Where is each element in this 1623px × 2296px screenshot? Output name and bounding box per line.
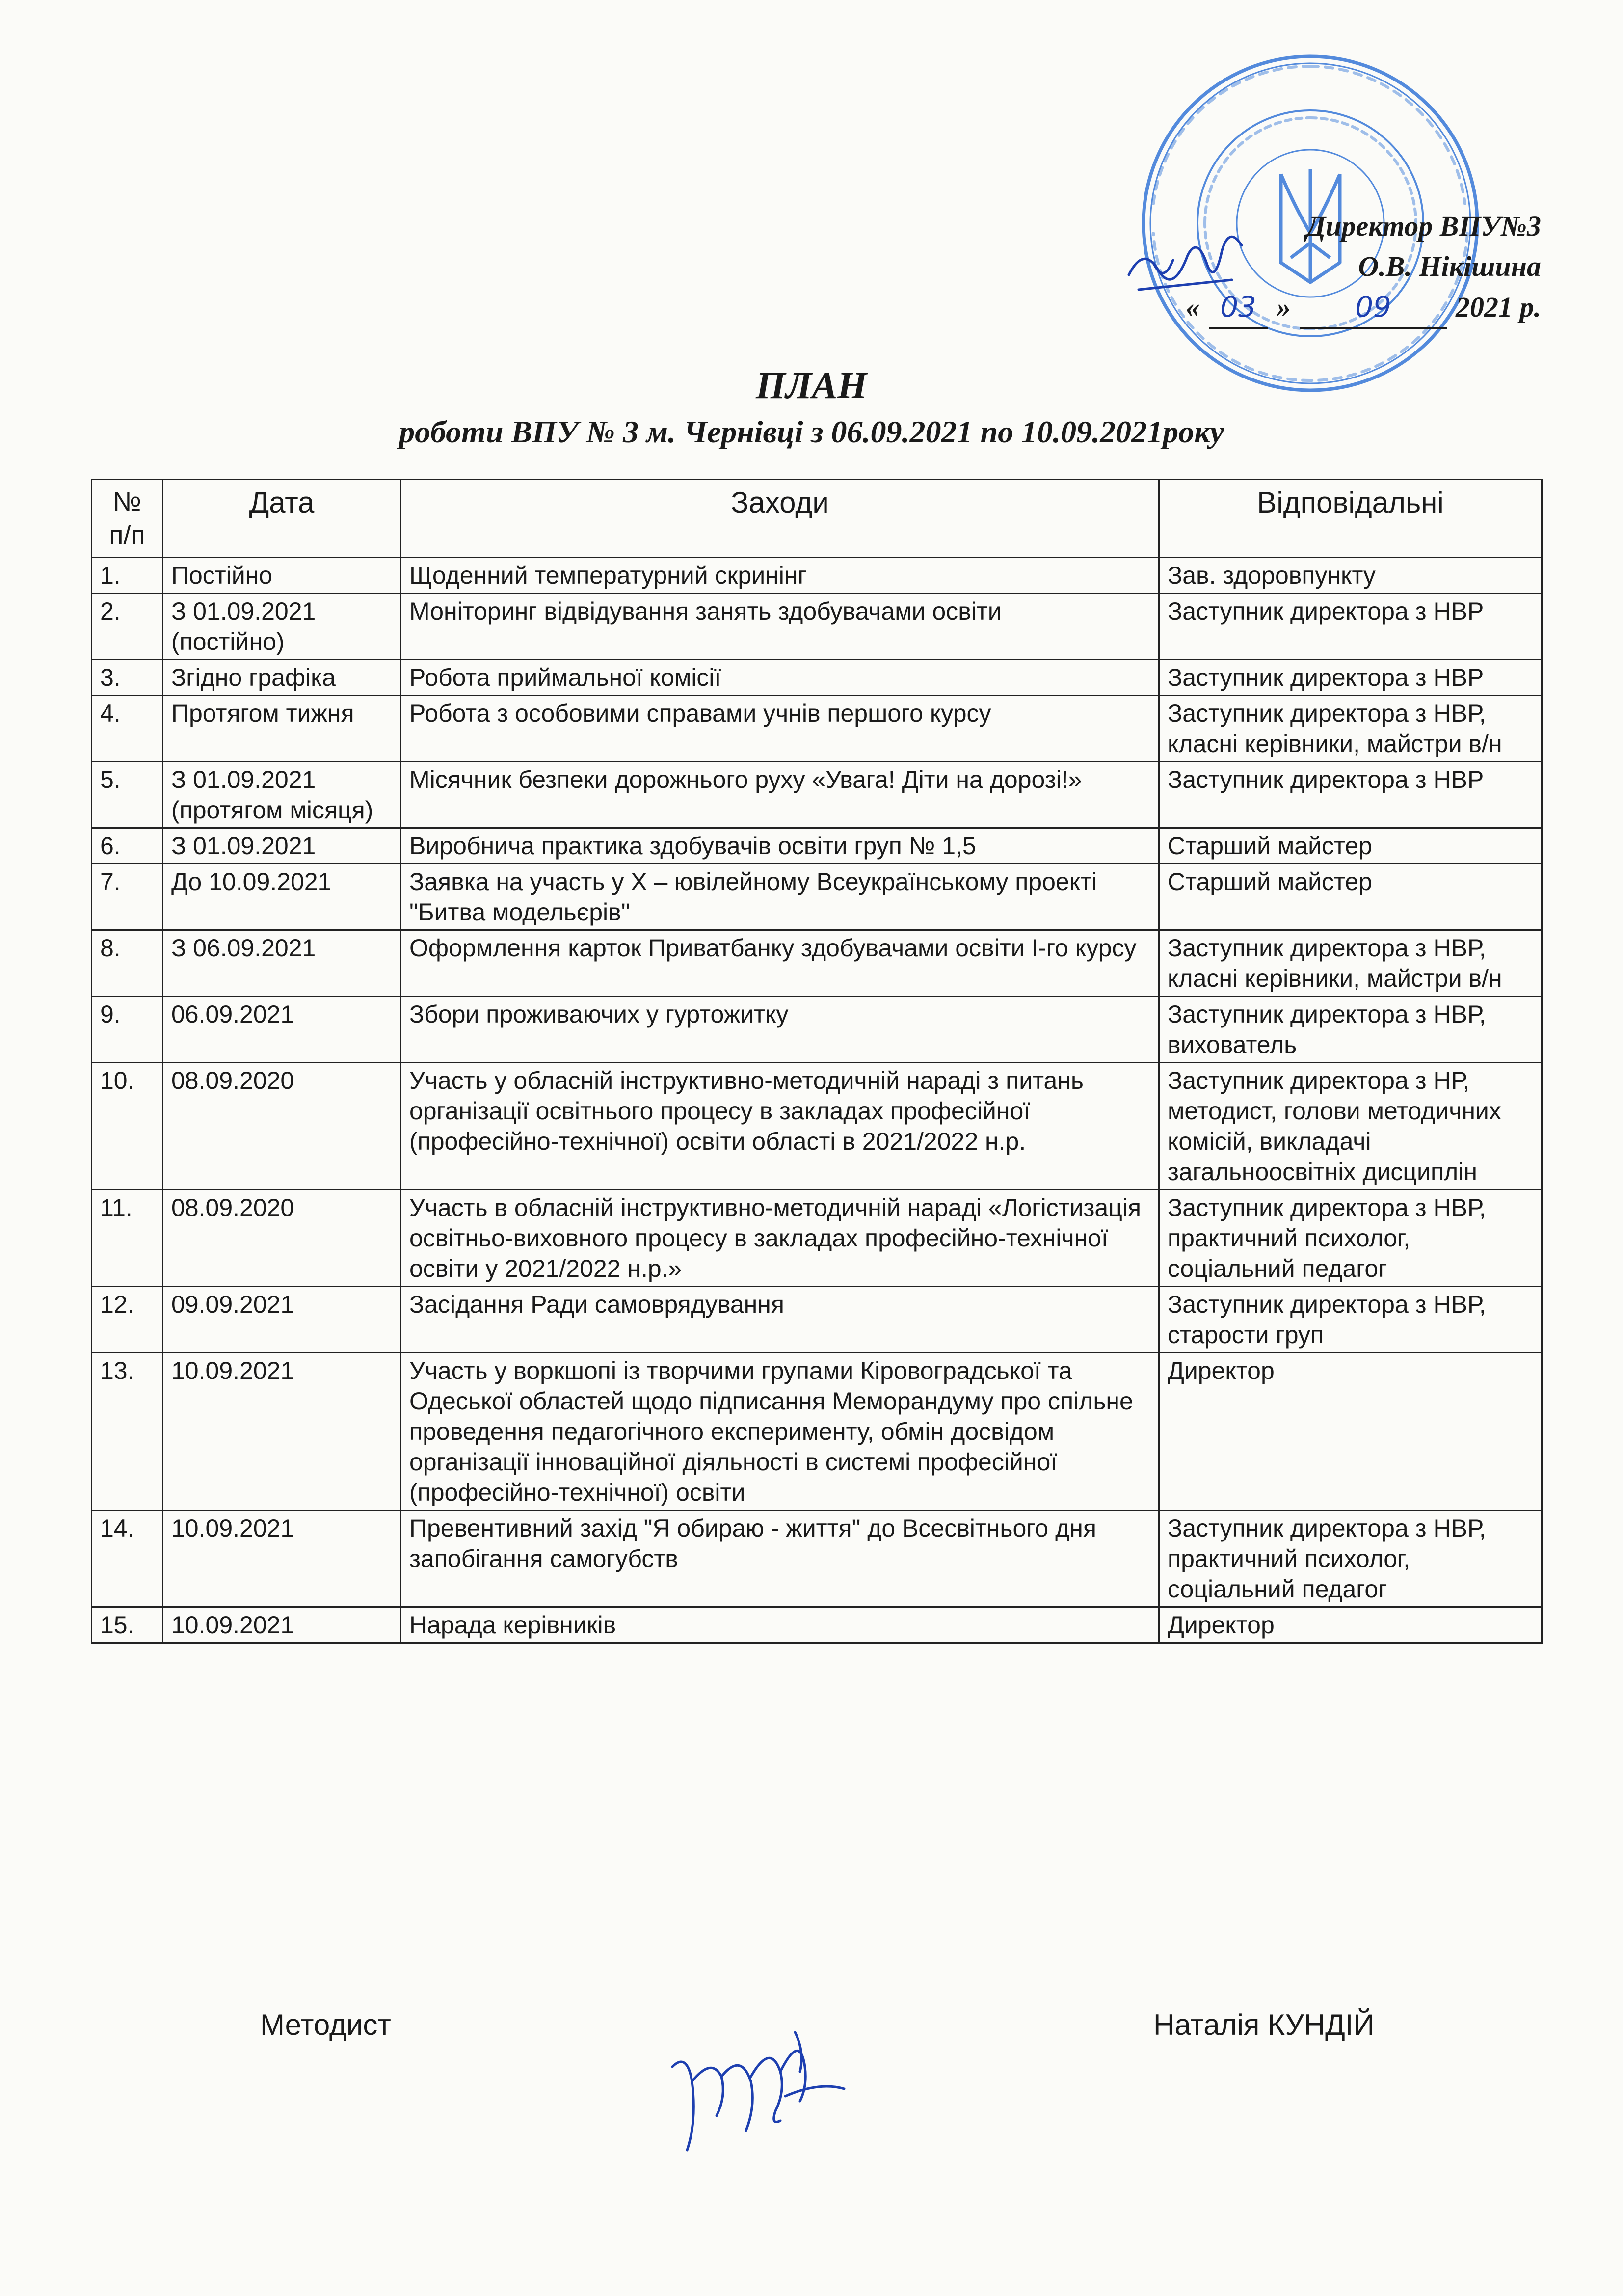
cell-num: 6. [92,828,163,864]
cell-num: 5. [92,762,163,828]
cell-date: З 01.09.2021 (постійно) [163,594,401,660]
footer-name: Наталія КУНДІЙ [1153,2008,1375,2041]
cell-date: 10.09.2021 [163,1511,401,1607]
table-row [92,997,1542,1063]
cell-date: Протягом тижня [163,696,401,762]
approval-date-day: 03 [1209,287,1268,329]
cell-num: 7. [92,864,163,930]
cell-num: 13. [92,1353,163,1511]
cell-event: Робота приймальної комісії [401,660,1159,696]
cell-responsible: Директор [1159,1353,1542,1511]
approval-date-year: 2021 р. [1456,291,1541,323]
cell-num: 11. [92,1190,163,1287]
cell-event: Участь у воркшопі із творчими групами Кіровоградської та Одеської областей щодо підписання Меморандуму про спільне проведення педагогічного експерименту, обмін досвідом організації інноваційної діяльності в системі професійної (професійно-технічної) освіти [401,1353,1159,1511]
methodist-signature [658,2023,854,2170]
table-row [92,930,1542,997]
table-header-row [92,480,1542,558]
cell-num: 4. [92,696,163,762]
cell-responsible: Заступник директора з НВР, старости груп [1159,1287,1542,1353]
table-row [92,558,1542,594]
cell-responsible: Старший майстер [1159,828,1542,864]
cell-date: Згідно графіка [163,660,401,696]
approval-block [1090,206,1541,329]
cell-responsible: Заступник директора з НВР, вихователь [1159,997,1542,1063]
table-row [92,1511,1542,1607]
cell-event: Заявка на участь у Х – ювілейному Всеукраїнському проекті "Битва модельєрів" [401,864,1159,930]
cell-num: 2. [92,594,163,660]
cell-event: Засідання Ради самоврядування [401,1287,1159,1353]
cell-event: Робота з особовими справами учнів першого курсу [401,696,1159,762]
table-row [92,594,1542,660]
cell-event: Нарада керівників [401,1607,1159,1643]
table-row [92,660,1542,696]
cell-num: 9. [92,997,163,1063]
cell-responsible: Заступник директора з НВР [1159,762,1542,828]
table-row [92,696,1542,762]
cell-date: Постійно [163,558,401,594]
title-subtitle: роботи ВПУ № 3 м. Чернівці з 06.09.2021 по 10.09.2021року [399,414,1224,449]
cell-event: Превентивний захід "Я обираю - життя" до Всесвітнього дня запобігання самогубств [401,1511,1159,1607]
cell-date: 06.09.2021 [163,997,401,1063]
cell-num: 1. [92,558,163,594]
header-date: Дата [163,480,401,558]
cell-date: 08.09.2020 [163,1063,401,1190]
approval-date-month: 09 [1300,287,1447,329]
table-row [92,828,1542,864]
cell-event: Оформлення карток Приватбанку здобувачами освіти І-го курсу [401,930,1159,997]
approval-name: О.В. Нікішина [1358,250,1541,282]
cell-event: Участь в обласній інструктивно-методичній нараді «Логістизація освітньо-виховного процесу в закладах професійно-технічної освіти у 2021/2022 н.р.» [401,1190,1159,1287]
cell-responsible: Директор [1159,1607,1542,1643]
cell-responsible: Заступник директора з НВР, практичний психолог, соціальний педагог [1159,1511,1542,1607]
plan-table [91,479,1543,1644]
cell-event: Збори проживаючих у гуртожитку [401,997,1159,1063]
header-events: Заходи [401,480,1159,558]
cell-responsible: Заступник директора з НВР [1159,594,1542,660]
cell-date: 10.09.2021 [163,1353,401,1511]
cell-responsible: Заступник директора з НВР, практичний психолог, соціальний педагог [1159,1190,1542,1287]
cell-date: 09.09.2021 [163,1287,401,1353]
table-row [92,1353,1542,1511]
cell-date: З 01.09.2021 (протягом місяця) [163,762,401,828]
table-row [92,1607,1542,1643]
cell-date: 08.09.2020 [163,1190,401,1287]
cell-event: Щоденний температурний скринінг [401,558,1159,594]
cell-responsible: Заступник директора з НВР, класні керівники, майстри в/н [1159,930,1542,997]
cell-num: 8. [92,930,163,997]
footer-role: Методист [260,2008,391,2041]
table-row [92,762,1542,828]
table-row [92,1287,1542,1353]
cell-event: Моніторинг відвідування занять здобувачами освіти [401,594,1159,660]
cell-responsible: Старший майстер [1159,864,1542,930]
approval-date-close-quote: » [1277,291,1291,323]
header-responsible: Відповідальні [1159,480,1542,558]
title-plan: ПЛАН [756,364,867,406]
approval-position: Директор ВПУ№3 [1306,210,1541,242]
cell-event: Участь у обласній інструктивно-методичній нараді з питань організації освітнього процесу в закладах професійної (професійно-технічної) освіти області в 2021/2022 н.р. [401,1063,1159,1190]
cell-num: 12. [92,1287,163,1353]
cell-date: До 10.09.2021 [163,864,401,930]
table-row [92,1190,1542,1287]
cell-event: Місячник безпеки дорожнього руху «Увага! Діти на дорозі!» [401,762,1159,828]
cell-num: 15. [92,1607,163,1643]
cell-num: 14. [92,1511,163,1607]
cell-responsible: Заступник директора з НР, методист, голови методичних комісій, викладачі загальноосвітніх дисциплін [1159,1063,1542,1190]
table-row [92,864,1542,930]
document-title [0,361,1623,454]
approval-date [1090,287,1541,329]
cell-date: З 06.09.2021 [163,930,401,997]
approval-date-open-quote: « [1186,291,1200,323]
cell-responsible: Зав. здоровпункту [1159,558,1542,594]
cell-date: 10.09.2021 [163,1607,401,1643]
cell-date: З 01.09.2021 [163,828,401,864]
cell-responsible: Заступник директора з НВР, класні керівники, майстри в/н [1159,696,1542,762]
cell-responsible: Заступник директора з НВР [1159,660,1542,696]
table-row [92,1063,1542,1190]
cell-num: 3. [92,660,163,696]
cell-num: 10. [92,1063,163,1190]
cell-event: Виробнича практика здобувачів освіти груп № 1,5 [401,828,1159,864]
header-num: № п/п [92,480,163,558]
